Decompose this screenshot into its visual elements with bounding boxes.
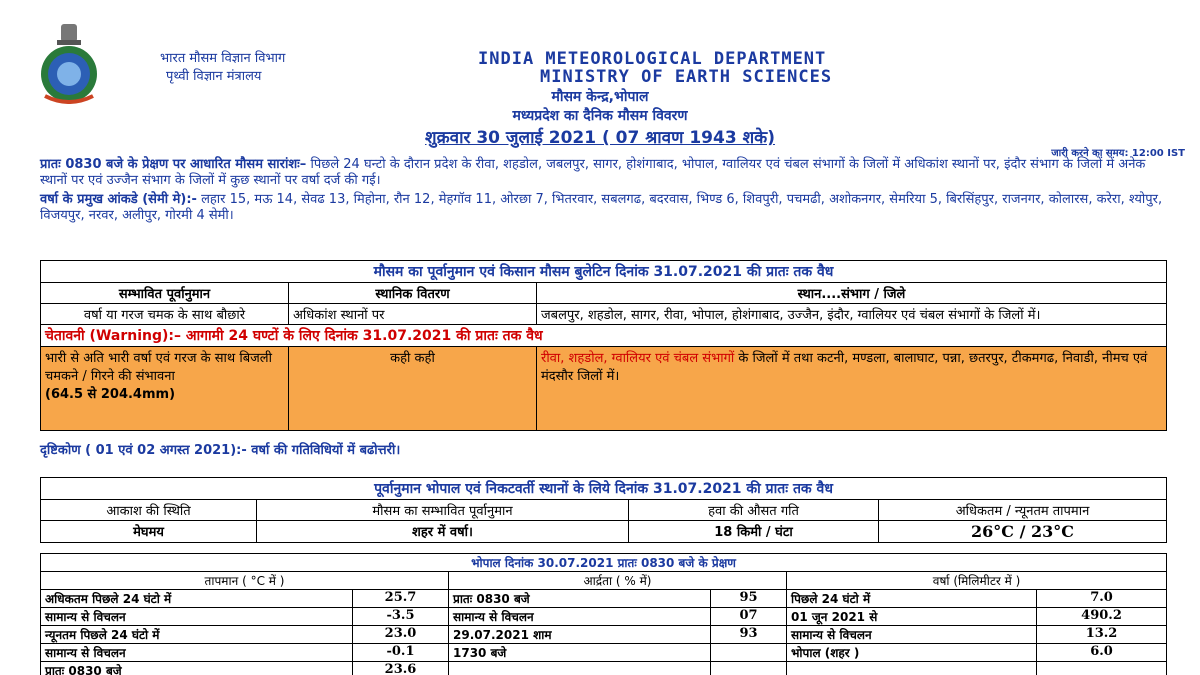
- forecast-table: [40, 260, 1167, 431]
- observation-title: भोपाल दिनांक 30.07.2021 प्रातः 0830 बजे के प्रेक्षण: [41, 554, 1167, 572]
- col-forecast: सम्भावित पूर्वानुमान: [41, 283, 289, 304]
- rain-head: वर्षा (मिलिमीटर में ): [787, 572, 1167, 590]
- hum-val: [711, 644, 787, 662]
- weather-summary: [40, 157, 1165, 224]
- warning-forecast-cell: [41, 347, 289, 431]
- hindi-department-name: [160, 50, 285, 86]
- forecast-cell: वर्षा या गरज चमक के साथ बौछारे: [41, 304, 289, 325]
- table-row: [41, 662, 1167, 675]
- hindi-ministry-line: पृथ्वी विज्ञान मंत्रालय: [166, 69, 262, 84]
- centre-name: मौसम केन्द्र,भोपाल: [551, 89, 649, 105]
- col-sky: आकाश की स्थिति: [41, 500, 257, 521]
- rain-val: 7.0: [1037, 590, 1167, 608]
- temp-val: 23.0: [353, 626, 449, 644]
- empty-cell: [711, 662, 787, 675]
- col-wind: हवा की औसत गति: [629, 500, 879, 521]
- hum-label: 29.07.2021 शाम: [449, 626, 711, 644]
- warning-places-rest: के जिलों में तथा कटनी, मण्डला, बालाघाट, पन्ना, छतरपुर, टीकमगढ, निवाडी, नीमच एवं मंदसौर जिलों में।: [541, 351, 1148, 384]
- distribution-cell: अधिकांश स्थानों पर: [289, 304, 537, 325]
- summary-heading: प्रातः 0830 बजे के प्रेक्षण पर आधारित मौसम सारांशः–: [40, 157, 307, 172]
- english-ministry-line: MINISTRY OF EARTH SCIENCES: [540, 67, 833, 87]
- summary-paragraph: [40, 157, 1165, 189]
- empty-cell: [787, 662, 1037, 675]
- warning-places-highlight: रीवा, शहडोल, ग्वालियर एवं चंबल संभागों: [541, 351, 735, 366]
- temp-label: अधिकतम पिछले 24 घंटो में: [41, 590, 353, 608]
- warning-title: चेतावनी (Warning):– आगामी 24 घण्टों के लिए दिनांक 31.07.2021 की प्रातः तक वैध: [41, 325, 1167, 347]
- hum-val: 95: [711, 590, 787, 608]
- empty-cell: [449, 662, 711, 675]
- rain-label: सामान्य से विचलन: [787, 626, 1037, 644]
- english-department-name: [478, 50, 832, 86]
- warning-forecast: भारी से अति भारी वर्षा एवं गरज के साथ बिजली चमकने / गिरने की संभावना: [45, 351, 272, 384]
- rain-val: 490.2: [1037, 608, 1167, 626]
- rain-heading: वर्षा के प्रमुख आंकडे (सेमी मे):-: [40, 192, 197, 207]
- rain-label: 01 जून 2021 से: [787, 608, 1037, 626]
- bulletin-date: शुक्रवार 30 जुलाई 2021 ( 07 श्रावण 1943 शके): [425, 128, 775, 148]
- issue-time: जारी करने का समय: 12:00 IST: [1051, 148, 1185, 159]
- temp-val: 25.7: [353, 590, 449, 608]
- outlook-text: दृष्टिकोण ( 01 एवं 02 अगस्त 2021):- वर्षा की गतिविधियों में बढोत्तरी।: [40, 443, 401, 458]
- weather-value: शहर में वर्षा।: [257, 521, 629, 543]
- forecast-title: मौसम का पूर्वानुमान एवं किसान मौसम बुलेटिन दिनांक 31.07.2021 की प्रातः तक वैध: [41, 261, 1167, 283]
- warning-distribution-cell: कही कही: [289, 347, 537, 431]
- temp-value: 26°C / 23°C: [879, 521, 1167, 543]
- warning-places-cell: [537, 347, 1167, 431]
- table-row: [41, 608, 1167, 626]
- hum-val: 93: [711, 626, 787, 644]
- temp-label: न्यूनतम पिछले 24 घंटो में: [41, 626, 353, 644]
- temp-val: 23.6: [353, 662, 449, 675]
- temp-val: -3.5: [353, 608, 449, 626]
- temp-label: सामान्य से विचलन: [41, 608, 353, 626]
- english-dept-line: INDIA METEOROLOGICAL DEPARTMENT: [478, 49, 827, 69]
- bhopal-forecast-table: [40, 477, 1167, 543]
- hum-val: 07: [711, 608, 787, 626]
- hindi-dept-line: भारत मौसम विज्ञान विभाग: [160, 51, 286, 66]
- col-places: स्थान....संभाग / जिले: [537, 283, 1167, 304]
- hum-label: 1730 बजे: [449, 644, 711, 662]
- rain-val: 13.2: [1037, 626, 1167, 644]
- table-row: [41, 644, 1167, 662]
- col-weather: मौसम का सम्भावित पूर्वानुमान: [257, 500, 629, 521]
- table-row: [41, 626, 1167, 644]
- temp-val: -0.1: [353, 644, 449, 662]
- bhopal-forecast-title: पूर्वानुमान भोपाल एवं निकटवर्ती स्थानों के लिये दिनांक 31.07.2021 की प्रातः तक वैध: [41, 478, 1167, 500]
- observation-table: [40, 553, 1167, 675]
- rain-val: 6.0: [1037, 644, 1167, 662]
- rain-figures: [40, 192, 1165, 224]
- bulletin-title: मध्यप्रदेश का दैनिक मौसम विवरण: [512, 108, 688, 124]
- rain-label: भोपाल (शहर ): [787, 644, 1037, 662]
- humidity-head: आर्द्रता ( % में): [449, 572, 787, 590]
- places-cell: जबलपुर, शहडोल, सागर, रीवा, भोपाल, होशंगाबाद, उज्जैन, इंदौर, ग्वालियर एवं चंबल संभागों के जिलों में।: [537, 304, 1167, 325]
- col-temp: अधिकतम / न्यूनतम तापमान: [879, 500, 1167, 521]
- rain-label: पिछले 24 घंटो में: [787, 590, 1037, 608]
- sky-value: मेघमय: [41, 521, 257, 543]
- hum-label: प्रातः 0830 बजे: [449, 590, 711, 608]
- bulletin-header: [0, 0, 1200, 159]
- hum-label: सामान्य से विचलन: [449, 608, 711, 626]
- summary-text: पिछले 24 घन्टो के दौरान प्रदेश के रीवा, शहडोल, जबलपुर, सागर, होशंगाबाद, भोपाल, ग्वालियर एवं चंबल संभागों के जिलों में अधिकांश स्थानों पर, इंदौर संभाग के जिलों में अनेक स्थानों पर एवं उज्जैन संभाग के जिलों में कुछ स्थानों पर वर्षा दर्ज की गई।: [40, 157, 1146, 188]
- rain-text: लहार 15, मऊ 14, सेवढ 13, मिहोना, रौन 12, मेहगॉव 11, ओरछा 7, भितरवार, सबलगढ, बदरवास, भिण्ड 6, शिवपुरी, पचमढी, अशोकनगर, सेमरिया 5, बिरसिंहपुर, राजनगर, कोलारस, करेरा, श्योपुर, विजयपुर, नरवर, अलीपुर, गोरमी 4 सेमी।: [40, 192, 1163, 223]
- temp-head: तापमान ( °C में ): [41, 572, 449, 590]
- warning-range: (64.5 से 204.4mm): [45, 387, 176, 402]
- wind-value: 18 किमी / घंटा: [629, 521, 879, 543]
- col-distribution: स्थानिक वितरण: [289, 283, 537, 304]
- table-row: [41, 590, 1167, 608]
- empty-cell: [1037, 662, 1167, 675]
- temp-label: सामान्य से विचलन: [41, 644, 353, 662]
- temp-label: प्रातः 0830 बजे: [41, 662, 353, 675]
